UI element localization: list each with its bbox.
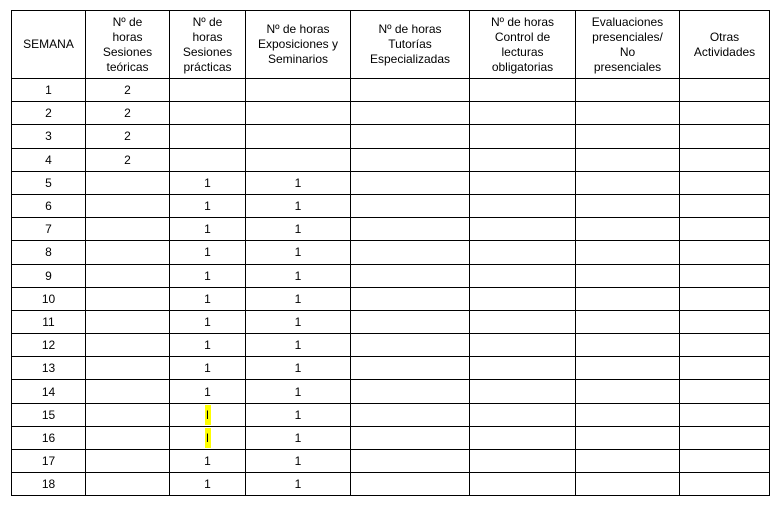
header-sesiones-teoricas: Nº de horas Sesiones teóricas — [86, 11, 170, 79]
table-cell — [170, 79, 246, 102]
table-row — [12, 125, 770, 148]
week-number-cell: 3 — [12, 125, 86, 148]
table-cell — [86, 403, 170, 426]
table-cell: 2 — [86, 125, 170, 148]
table-cell — [170, 125, 246, 148]
week-number-cell: 10 — [12, 287, 86, 310]
table-cell — [576, 334, 680, 357]
week-number-cell: 7 — [12, 218, 86, 241]
table-cell — [351, 403, 470, 426]
table-cell: 1 — [170, 473, 246, 496]
table-cell: 1 — [170, 334, 246, 357]
table-cell — [680, 171, 770, 194]
table-cell — [576, 310, 680, 333]
table-cell: 1 — [246, 171, 351, 194]
table-cell — [246, 148, 351, 171]
table-cell: 1 — [246, 241, 351, 264]
table-cell — [576, 380, 680, 403]
table-row — [12, 171, 770, 194]
week-number-cell: 16 — [12, 426, 86, 449]
week-number-cell: 1 — [12, 79, 86, 102]
table-cell — [576, 264, 680, 287]
table-cell — [470, 241, 576, 264]
table-row — [12, 264, 770, 287]
table-cell — [351, 241, 470, 264]
table-row — [12, 102, 770, 125]
table-cell — [470, 218, 576, 241]
weekly-hours-table — [11, 10, 770, 496]
table-cell — [351, 171, 470, 194]
table-cell — [351, 102, 470, 125]
table-cell — [470, 473, 576, 496]
week-number-cell: 13 — [12, 357, 86, 380]
header-exposiciones-seminarios: Nº de horas Exposiciones y Seminarios — [246, 11, 351, 79]
table-cell — [86, 287, 170, 310]
table-cell: 1 — [170, 171, 246, 194]
table-cell: 2 — [86, 148, 170, 171]
table-cell — [680, 473, 770, 496]
table-cell — [470, 287, 576, 310]
table-cell — [246, 125, 351, 148]
table-cell — [351, 264, 470, 287]
table-cell — [86, 380, 170, 403]
table-cell — [680, 241, 770, 264]
table-cell — [351, 125, 470, 148]
table-cell — [86, 218, 170, 241]
header-evaluaciones: Evaluaciones presenciales/ No presenciales — [576, 11, 680, 79]
table-cell — [470, 264, 576, 287]
table-cell: 1 — [246, 287, 351, 310]
table-cell — [680, 426, 770, 449]
table-cell — [680, 79, 770, 102]
table-row — [12, 287, 770, 310]
table-row — [12, 473, 770, 496]
table-cell — [576, 125, 680, 148]
table-cell — [86, 473, 170, 496]
table-cell — [470, 357, 576, 380]
table-row — [12, 426, 770, 449]
table-cell — [470, 403, 576, 426]
table-cell — [351, 334, 470, 357]
table-cell — [470, 310, 576, 333]
table-cell — [576, 357, 680, 380]
table-cell — [680, 380, 770, 403]
table-cell — [680, 194, 770, 217]
table-cell — [576, 473, 680, 496]
table-cell — [680, 403, 770, 426]
table-cell: 1 — [170, 380, 246, 403]
table-cell: 1 — [170, 287, 246, 310]
table-cell — [470, 334, 576, 357]
table-row — [12, 450, 770, 473]
table-cell — [351, 287, 470, 310]
table-cell — [86, 357, 170, 380]
week-number-cell: 17 — [12, 450, 86, 473]
table-cell — [86, 194, 170, 217]
week-number-cell: 2 — [12, 102, 86, 125]
table-cell — [680, 218, 770, 241]
week-number-cell: 18 — [12, 473, 86, 496]
table-cell: 1 — [246, 380, 351, 403]
table-cell: 1 — [246, 426, 351, 449]
week-number-cell: 8 — [12, 241, 86, 264]
week-number-cell: 12 — [12, 334, 86, 357]
table-cell — [470, 194, 576, 217]
table-cell: 1 — [170, 194, 246, 217]
table-row — [12, 310, 770, 333]
table-cell: 2 — [86, 102, 170, 125]
table-cell — [470, 171, 576, 194]
table-row — [12, 380, 770, 403]
table-cell — [680, 148, 770, 171]
table-cell: 1 — [246, 194, 351, 217]
table-row — [12, 79, 770, 102]
header-otras-actividades: Otras Actividades — [680, 11, 770, 79]
table-cell — [576, 171, 680, 194]
table-cell — [680, 334, 770, 357]
table-cell: 1 — [246, 450, 351, 473]
table-cell — [470, 148, 576, 171]
table-cell — [576, 218, 680, 241]
table-cell — [351, 380, 470, 403]
table-cell — [351, 357, 470, 380]
table-cell — [86, 334, 170, 357]
table-cell: 1 — [246, 403, 351, 426]
table-body — [12, 79, 770, 496]
table-cell: 1 — [246, 334, 351, 357]
table-cell — [351, 79, 470, 102]
highlighted-value: l — [205, 405, 211, 425]
table-cell — [680, 310, 770, 333]
table-cell: 1 — [246, 310, 351, 333]
table-row — [12, 334, 770, 357]
table-row — [12, 357, 770, 380]
table-cell — [576, 426, 680, 449]
table-cell — [170, 148, 246, 171]
table-cell: 1 — [170, 357, 246, 380]
week-number-cell: 4 — [12, 148, 86, 171]
table-cell: 1 — [170, 218, 246, 241]
table-cell — [680, 450, 770, 473]
table-cell — [86, 171, 170, 194]
week-number-cell: 5 — [12, 171, 86, 194]
table-cell — [86, 426, 170, 449]
table-row — [12, 148, 770, 171]
table-cell: 1 — [170, 310, 246, 333]
table-cell — [470, 125, 576, 148]
table-cell — [576, 403, 680, 426]
week-number-cell: 9 — [12, 264, 86, 287]
table-cell — [351, 194, 470, 217]
table-cell — [86, 264, 170, 287]
table-row — [12, 241, 770, 264]
table-cell — [170, 426, 246, 449]
table-cell — [576, 102, 680, 125]
table-cell: 2 — [86, 79, 170, 102]
table-cell: 1 — [170, 241, 246, 264]
header-control-lecturas: Nº de horas Control de lecturas obligatorias — [470, 11, 576, 79]
table-cell — [576, 287, 680, 310]
table-cell — [351, 473, 470, 496]
table-cell — [680, 357, 770, 380]
table-cell — [470, 380, 576, 403]
table-cell — [680, 102, 770, 125]
table-header-row — [12, 11, 770, 79]
table-cell — [680, 125, 770, 148]
table-row — [12, 194, 770, 217]
table-cell — [86, 450, 170, 473]
table-cell: 1 — [246, 218, 351, 241]
table-cell — [576, 450, 680, 473]
table-cell — [576, 241, 680, 264]
table-cell — [86, 241, 170, 264]
table-cell — [470, 102, 576, 125]
week-number-cell: 14 — [12, 380, 86, 403]
table-row — [12, 403, 770, 426]
week-number-cell: 6 — [12, 194, 86, 217]
table-cell — [86, 310, 170, 333]
table-cell — [351, 148, 470, 171]
table-cell — [470, 450, 576, 473]
table-cell — [576, 79, 680, 102]
table-cell — [576, 148, 680, 171]
header-tutorias-especializadas: Nº de horas Tutorías Especializadas — [351, 11, 470, 79]
highlighted-value: l — [205, 428, 211, 448]
table-cell — [170, 102, 246, 125]
table-cell: 1 — [170, 450, 246, 473]
header-semana: SEMANA — [12, 11, 86, 79]
table-cell — [351, 426, 470, 449]
schedule-table-wrapper — [11, 10, 770, 496]
table-cell — [351, 218, 470, 241]
table-cell — [351, 310, 470, 333]
table-cell — [170, 403, 246, 426]
table-cell — [470, 426, 576, 449]
table-cell: 1 — [246, 473, 351, 496]
table-cell: 1 — [246, 357, 351, 380]
table-cell: 1 — [170, 264, 246, 287]
table-cell — [576, 194, 680, 217]
week-number-cell: 11 — [12, 310, 86, 333]
table-cell — [470, 79, 576, 102]
table-row — [12, 218, 770, 241]
table-cell — [351, 450, 470, 473]
table-cell — [246, 102, 351, 125]
table-cell — [246, 79, 351, 102]
table-cell — [680, 264, 770, 287]
header-sesiones-practicas: Nº de horas Sesiones prácticas — [170, 11, 246, 79]
table-cell: 1 — [246, 264, 351, 287]
week-number-cell: 15 — [12, 403, 86, 426]
table-cell — [680, 287, 770, 310]
